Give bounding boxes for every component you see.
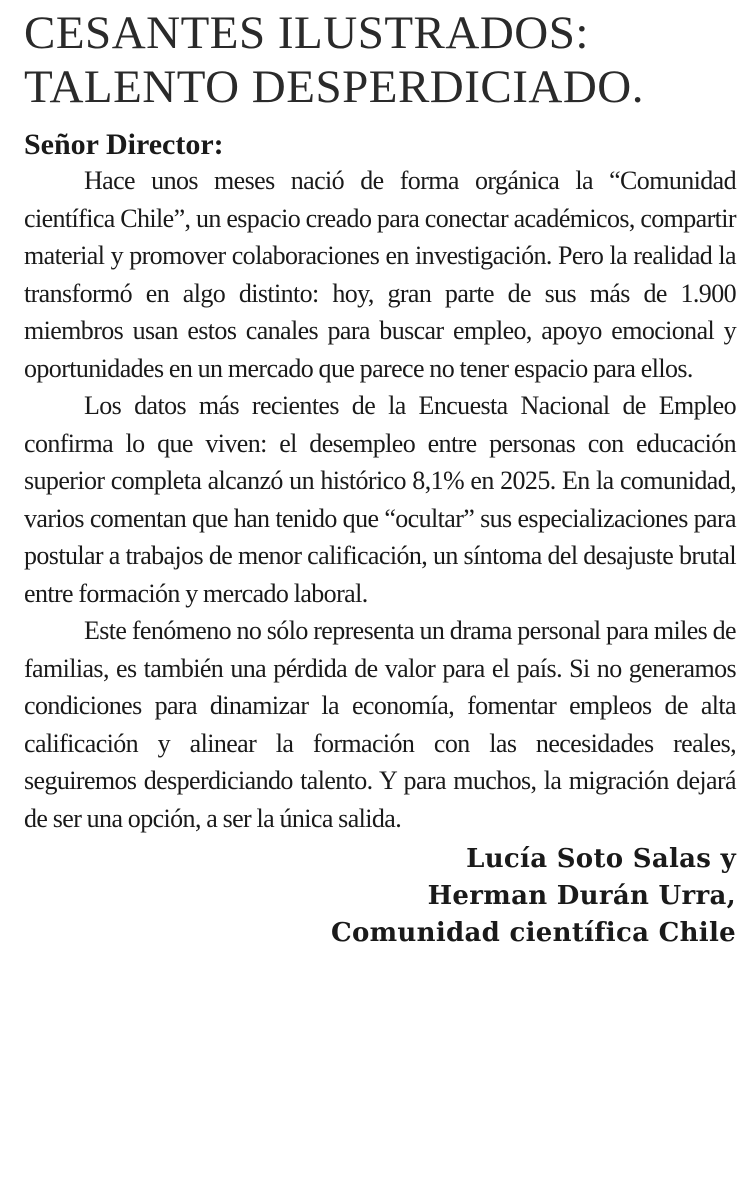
headline-line-1: CESANTES ILUSTRADOS: [24, 7, 589, 59]
paragraph-2: Los datos más recientes de la Encuesta Nacional de Empleo confirma lo que viven: el desempleo entre personas con educación superior completa alcanzó un histórico 8,1% en 2025. En la comunidad, varios comentan que han tenido que “ocultar” sus especializaciones para postular a trabajos de menor calificación, un síntoma del desajuste brutal entre formación y mercado laboral. [24, 391, 736, 608]
headline-line-2: TALENTO DESPERDICIADO. [24, 61, 644, 113]
paragraph-3: Este fenómeno no sólo representa un drama personal para miles de familias, es también una pérdida de valor para el país. Si no generamos condiciones para dinamizar la economía, fomentar empleos de alta calificación y alinear la formación con las necesidades reales, seguiremos desperdiciando talento. Y para muchos, la migración dejará de ser una opción, a ser la única salida. [24, 616, 736, 833]
signature [24, 841, 736, 952]
letter-article [24, 6, 736, 952]
salutation: Señor Director: [24, 128, 224, 161]
signature-line-1: Lucía Soto Salas y [466, 844, 736, 874]
signature-line-2: Herman Durán Urra, [427, 881, 736, 911]
signature-line-3: Comunidad científica Chile [330, 918, 736, 948]
headline [24, 6, 736, 114]
paragraph-1: Hace unos meses nació de forma orgánica la “Comunidad científica Chile”, un espacio creado para conectar académicos, compartir material y promover colaboraciones en investigación. Pero la realidad la transformó en algo distinto: hoy, gran parte de sus más de 1.900 miembros usan estos canales para buscar empleo, apoyo emocional y oportunidades en un mercado que parece no tener espacio para ellos. [24, 166, 736, 383]
